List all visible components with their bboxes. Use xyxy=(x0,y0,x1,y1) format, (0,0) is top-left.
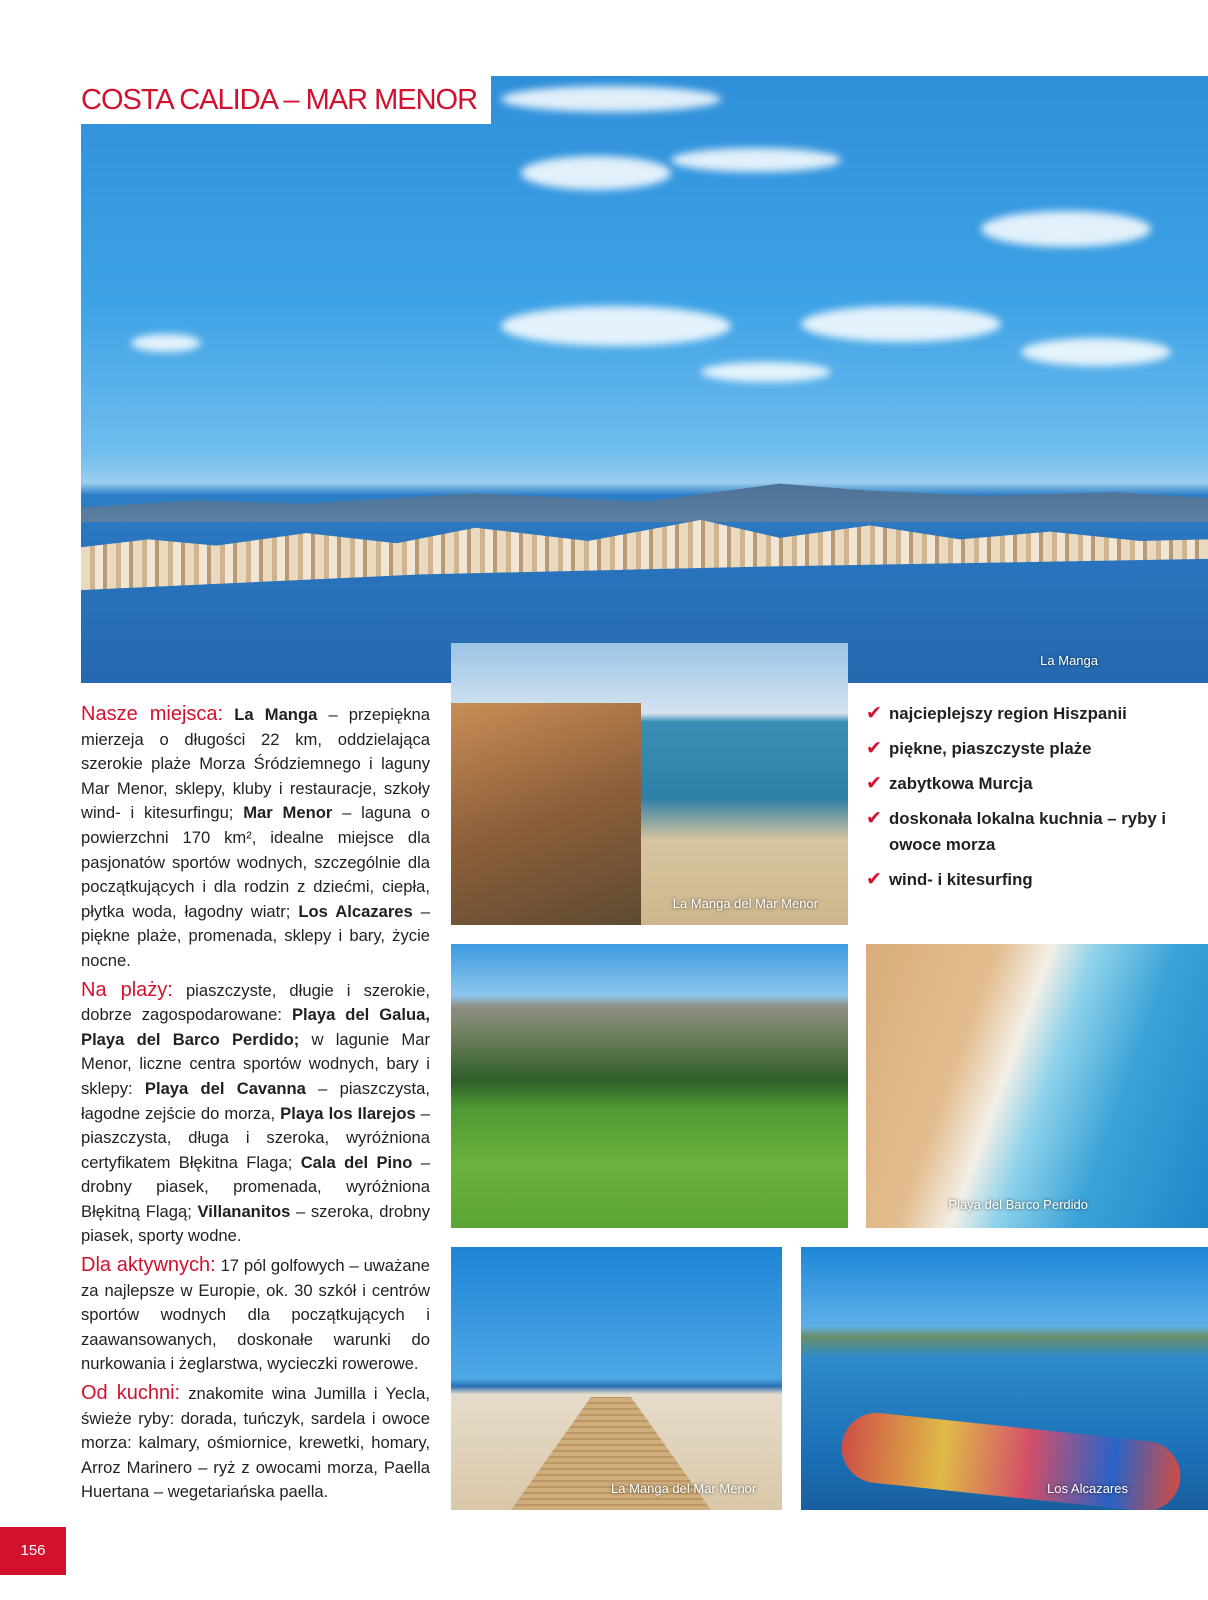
term-mar-menor: Mar Menor xyxy=(243,803,333,823)
text-segment: znakomite wina Jumilla i Yecla, świeże ryby: dorada, tuńczyk, sardela i owoce morza: kalmary, ośmiornice, krewetki, homary, Arroz Marinero – ryż z owocami morza, Paella Huertana – wegetariańska paella. xyxy=(81,1384,430,1502)
caption-barco: Playa del Barco Perdido xyxy=(948,1197,1088,1212)
text-segment: w lagunie Mar Menor, liczne centra sportów wodnych, bary i sklepy: xyxy=(81,1029,430,1098)
term-cala-del-pino: Cala del Pino xyxy=(300,1152,413,1172)
text-segment: – piękne plaże, promenada, sklepy i bary, życie nocne. xyxy=(81,901,430,970)
page-title: COSTA CALIDA – MAR MENOR xyxy=(81,84,478,116)
term-beaches: Playa del Galua, Playa del Barco Perdido; xyxy=(81,1005,430,1049)
highlights-checklist xyxy=(866,701,1196,902)
photo-golf-course xyxy=(451,944,848,1228)
check-item xyxy=(866,701,1196,727)
section-kuchnia xyxy=(81,1381,430,1505)
caption-walkway: La Manga del Mar Menor xyxy=(611,1481,757,1496)
text-segment: – przepiękna mierzeja o długości 22 km, oddzielająca szerokie plaże Morza Śródziemnego i laguny Mar Menor, sklepy, kluby i restauracje, szkoły wind- i kitesurfingu; xyxy=(81,705,430,823)
check-item xyxy=(866,867,1196,893)
term-cavanna: Playa del Cavanna xyxy=(144,1078,306,1098)
text-segment: 17 pól golfowych – uważane za najlepsze w Europie, ok. 30 szkół i centrów sportów wodnych dla początkujących i zaawansowanych, doskonałe warunki do nurkowania i żeglarstwa, wycieczki rowerowe. xyxy=(81,1256,430,1374)
check-item xyxy=(866,771,1196,797)
term-los-alcazares: Los Alcazares xyxy=(298,901,413,921)
hills-silhouette xyxy=(81,474,1208,522)
section-miejsca xyxy=(81,702,430,974)
photo-beach-aerial xyxy=(451,643,848,925)
text-segment: – piaszczysta, łagodne zejście do morza, xyxy=(81,1078,430,1123)
term-ilarejos: Playa los Ilarejos xyxy=(280,1103,416,1123)
check-item-label: najcieplejszy region Hiszpanii xyxy=(889,704,1127,723)
check-item-label: wind- i kitesurfing xyxy=(889,870,1033,889)
hero-photo-la-manga xyxy=(81,76,1208,683)
check-item xyxy=(866,736,1196,762)
caption-hero: La Manga xyxy=(1040,653,1098,668)
check-item xyxy=(866,806,1196,858)
section-plazy xyxy=(81,978,430,1250)
section-aktywni xyxy=(81,1253,430,1377)
checkmark-icon: ✔ xyxy=(866,808,882,829)
city-skyline xyxy=(81,516,1208,594)
checkmark-icon: ✔ xyxy=(866,773,882,794)
caption-kayaks: Los Alcazares xyxy=(1047,1481,1128,1496)
villa-buildings xyxy=(451,703,641,925)
photo-kayaks xyxy=(801,1247,1208,1510)
heading-plazy: Na plaży: xyxy=(81,978,173,1001)
heading-miejsca: Nasze miejsca: xyxy=(81,703,224,725)
checkmark-icon: ✔ xyxy=(866,703,882,724)
title-box xyxy=(76,76,491,124)
kayaks xyxy=(838,1409,1183,1510)
checkmark-icon: ✔ xyxy=(866,738,882,759)
term-villananitos: Villananitos xyxy=(197,1201,291,1221)
body-text xyxy=(81,702,430,1509)
caption-beach-aerial: La Manga del Mar Menor xyxy=(672,896,818,911)
text-segment: – laguna o powierzchni 170 km², idealne miejsce dla pasjonatów sportów wodnych, szczególnie dla początkujących i dla rodzin z dziećmi, ciepła, płytka woda, łagodny wiatr; xyxy=(81,803,430,921)
text-segment: – drobny piasek, promenada, wyróżniona Błękitną Flagą; xyxy=(81,1152,430,1221)
photo-walkway xyxy=(451,1247,782,1510)
text-segment: piaszczyste, długie i szerokie, dobrze zagospodarowane: xyxy=(81,980,430,1025)
heading-aktywni: Dla aktywnych: xyxy=(81,1254,216,1277)
text-segment: – piaszczysta, długa i szeroka, wyróżniona certyfikatem Błękitna Flaga; xyxy=(81,1103,430,1172)
photo-barco-perdido xyxy=(866,944,1208,1228)
checkmark-icon: ✔ xyxy=(866,869,882,890)
term-la-manga: La Manga xyxy=(234,705,318,724)
text-segment: – szeroka, drobny piasek, sporty wodne. xyxy=(81,1201,430,1246)
page-number: 156 xyxy=(0,1527,66,1575)
check-item-label: piękne, piaszczyste plaże xyxy=(889,739,1092,758)
check-item-label: zabytkowa Murcja xyxy=(889,774,1033,793)
heading-kuchnia: Od kuchni: xyxy=(81,1382,181,1405)
check-item-label: doskonała lokalna kuchnia – ryby i owoce morza xyxy=(889,809,1166,854)
